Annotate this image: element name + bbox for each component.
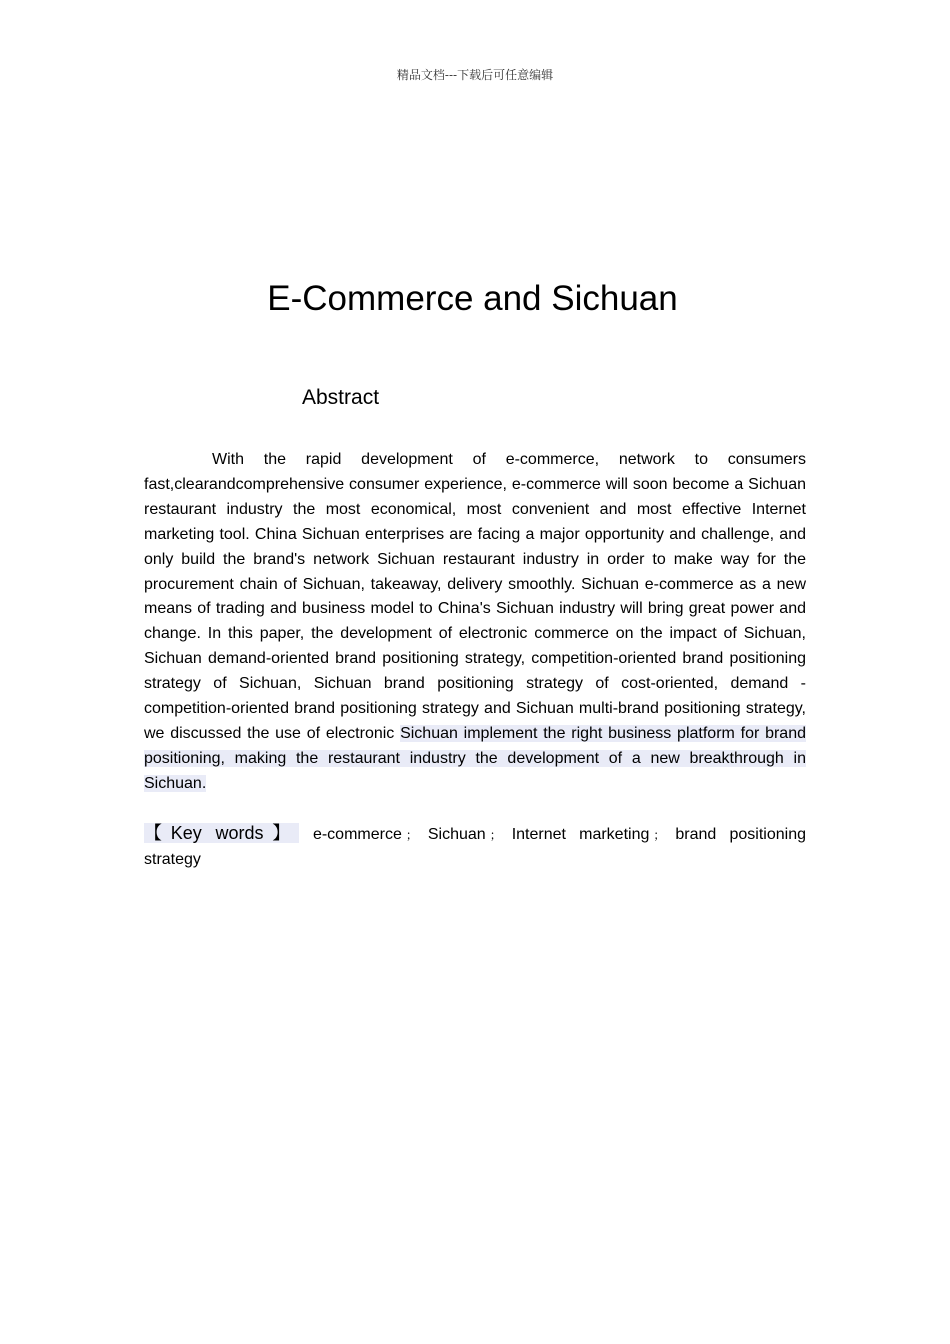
keyword-item: e-commerce — [312, 826, 402, 843]
abstract-paragraph — [144, 448, 806, 797]
keyword-item: Internet marketing — [511, 826, 650, 843]
document-title: E-Commerce and Sichuan — [267, 279, 678, 318]
watermark-header: 精品文档---下载后可任意编辑 — [396, 68, 554, 82]
abstract-text: With the rapid development of e-commerce, network to consumers fast,clearandcomprehensive consumer experience, e-commerce will soon become a Sichuan restaurant industry the most economical, most convenient and most effective Internet marketing tool. China Sichuan enterprises are facing a major opportunity and challenge, and only build the brand's network Sichuan restaurant industry in order to make way for the procurement chain of Sichuan, takeaway, delivery smoothly. Sichuan e-commerce as a new means of trading and business model to China's Sichuan industry will bring great power and change. In this paper, the development of electronic commerce on the impact of Sichuan, Sichuan demand-oriented brand positioning strategy, competition-oriented brand positioning strategy of Sichuan, Sichuan brand positioning strategy of cost-oriented, demand - competition-oriented brand positioning strategy and Sichuan multi-brand positioning strategy, we discussed the use of electronic — [144, 451, 806, 742]
keywords-label: 【Key words】 — [144, 823, 299, 843]
abstract-text-highlighted: Sichuan implement the right business platform for brand positioning, making the restaurant industry the development of a new breakthrough in Sichuan. — [144, 724, 806, 792]
keyword-separator: ； — [653, 828, 666, 842]
keyword-separator: ； — [405, 828, 418, 842]
keyword-item: Sichuan — [427, 826, 486, 843]
keyword-separator: ； — [489, 828, 502, 842]
keywords-line — [144, 821, 806, 872]
abstract-heading: Abstract — [302, 386, 380, 409]
keyword-item: brand positioning strategy — [144, 826, 806, 868]
